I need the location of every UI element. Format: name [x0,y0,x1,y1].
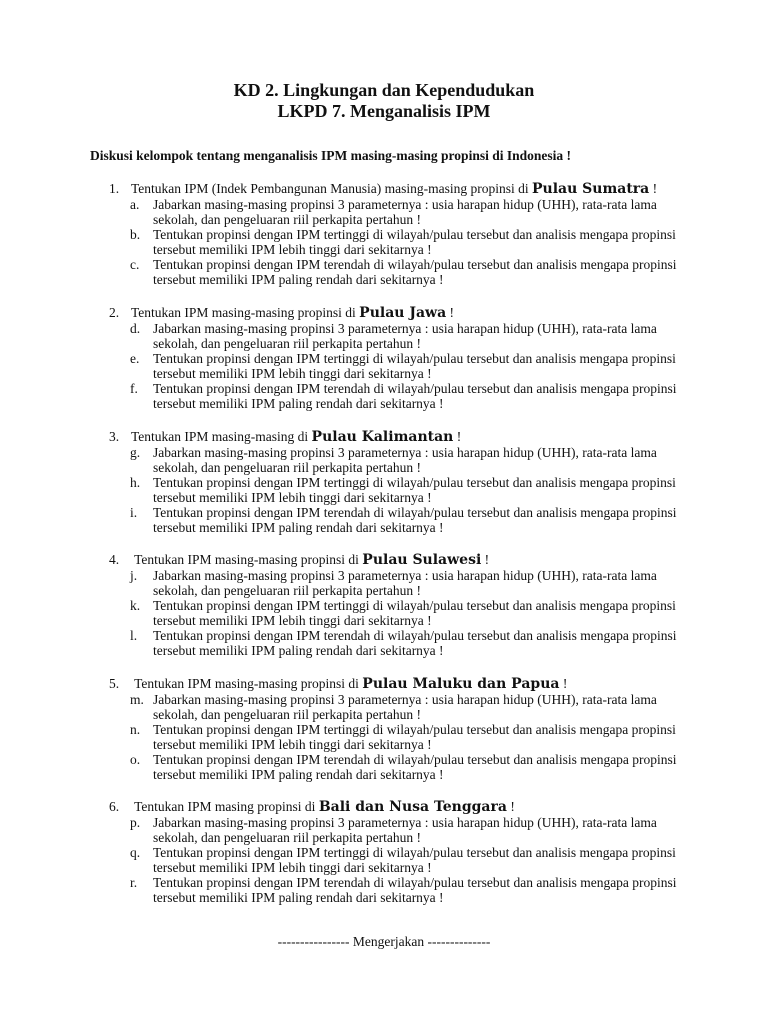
sub-question-letter: q. [130,845,141,860]
sub-question-text: Tentukan propinsi dengan IPM terendah di wilayah/pulau tersebut dan analisis mengapa propinsi tersebut memiliki IPM paling rendah dari sekitarnya ! [153,257,677,287]
sub-question [130,815,690,845]
sub-question [130,197,690,227]
sub-question-text: Tentukan propinsi dengan IPM terendah di wilayah/pulau tersebut dan analisis mengapa propinsi tersebut memiliki IPM paling rendah dari sekitarnya ! [153,381,677,411]
sub-question-letter: j. [130,568,138,583]
sub-question-text: Tentukan propinsi dengan IPM tertinggi di wilayah/pulau tersebut dan analisis mengapa propinsi tersebut memiliki IPM lebih tinggi dari sekitarnya ! [153,475,676,505]
sub-question [130,875,690,905]
question-2 [109,304,454,322]
sub-question-text: Tentukan propinsi dengan IPM terendah di wilayah/pulau tersebut dan analisis mengapa propinsi tersebut memiliki IPM paling rendah dari sekitarnya ! [153,752,677,782]
intro-instruction: Diskusi kelompok tentang menganalisis IPM masing-masing propinsi di Indonesia ! [90,148,571,163]
question-3 [109,428,461,446]
question-suffix: ! [481,552,490,567]
sub-question-letter: d. [130,321,141,336]
question-region: Pulau Sulawesi [362,552,482,568]
sub-question-letter: i. [130,505,138,520]
sub-question-text: Tentukan propinsi dengan IPM terendah di wilayah/pulau tersebut dan analisis mengapa propinsi tersebut memiliki IPM paling rendah dari sekitarnya ! [153,505,677,535]
sub-question-letter: l. [130,628,138,643]
question-suffix: ! [446,305,455,320]
question-5 [109,675,567,693]
question-suffix: ! [559,676,568,691]
question-region: Pulau Kalimantan [311,429,454,445]
sub-question [130,598,690,628]
sub-question-letter: g. [130,445,141,460]
question-number: 4. [109,552,120,567]
sub-question-letter: f. [130,381,138,396]
sub-question-text: Jabarkan masing-masing propinsi 3 parameternya : usia harapan hidup (UHH), rata-rata lama sekolah, dan pengeluaran riil perkapita pertahun ! [153,321,657,351]
sub-question-text: Jabarkan masing-masing propinsi 3 parameternya : usia harapan hidup (UHH), rata-rata lama sekolah, dan pengeluaran riil perkapita pertahun ! [153,445,657,475]
sub-question [130,568,690,598]
sub-question [130,321,690,351]
question-6 [109,798,515,816]
sub-question [130,475,690,505]
question-4 [109,551,489,569]
question-prefix: Tentukan IPM masing-masing propinsi di [131,552,363,567]
question-1 [109,180,657,198]
sub-question [130,445,690,475]
sub-question-text: Tentukan propinsi dengan IPM tertinggi di wilayah/pulau tersebut dan analisis mengapa propinsi tersebut memiliki IPM lebih tinggi dari sekitarnya ! [153,722,676,752]
sub-question-letter: p. [130,815,141,830]
sub-question-letter: k. [130,598,141,613]
sub-question [130,257,690,287]
document-title-line1: KD 2. Lingkungan dan Kependudukan [233,80,535,100]
sub-question-text: Jabarkan masing-masing propinsi 3 parameternya : usia harapan hidup (UHH), rata-rata lama sekolah, dan pengeluaran riil perkapita pertahun ! [153,815,657,845]
question-number: 5. [109,676,120,691]
sub-question-text: Tentukan propinsi dengan IPM terendah di wilayah/pulau tersebut dan analisis mengapa propinsi tersebut memiliki IPM paling rendah dari sekitarnya ! [153,875,677,905]
sub-question [130,722,690,752]
sub-question-letter: m. [130,692,144,707]
sub-question-text: Jabarkan masing-masing propinsi 3 parameternya : usia harapan hidup (UHH), rata-rata lama sekolah, dan pengeluaran riil perkapita pertahun ! [153,692,657,722]
question-prefix: Tentukan IPM masing propinsi di [131,799,319,814]
sub-question-letter: b. [130,227,141,242]
sub-question-letter: o. [130,752,141,767]
question-number: 3. [109,429,120,444]
question-region: Bali dan Nusa Tenggara [318,799,507,815]
document-title-line2: LKPD 7. Menganalisis IPM [277,101,491,121]
sub-question-text: Tentukan propinsi dengan IPM tertinggi di wilayah/pulau tersebut dan analisis mengapa propinsi tersebut memiliki IPM lebih tinggi dari sekitarnya ! [153,351,676,381]
sub-question [130,752,690,782]
question-number: 1. [109,181,120,196]
question-number: 6. [109,799,120,814]
sub-question [130,505,690,535]
question-suffix: ! [649,181,658,196]
sub-question-letter: h. [130,475,141,490]
question-prefix: Tentukan IPM masing-masing propinsi di [131,305,360,320]
sub-question-text: Tentukan propinsi dengan IPM tertinggi di wilayah/pulau tersebut dan analisis mengapa propinsi tersebut memiliki IPM lebih tinggi dari sekitarnya ! [153,845,676,875]
question-prefix: Tentukan IPM masing-masing propinsi di [131,676,363,691]
question-region: Pulau Maluku dan Papua [362,676,560,692]
question-suffix: ! [453,429,462,444]
sub-question-letter: r. [130,875,138,890]
sub-question-letter: n. [130,722,141,737]
question-number: 2. [109,305,120,320]
question-suffix: ! [506,799,515,814]
sub-question [130,381,690,411]
sub-question-text: Tentukan propinsi dengan IPM tertinggi di wilayah/pulau tersebut dan analisis mengapa propinsi tersebut memiliki IPM lebih tinggi dari sekitarnya ! [153,598,676,628]
sub-question-text: Tentukan propinsi dengan IPM tertinggi di wilayah/pulau tersebut dan analisis mengapa propinsi tersebut memiliki IPM lebih tinggi dari sekitarnya ! [153,227,676,257]
question-prefix: Tentukan IPM (Indek Pembangunan Manusia) masing-masing propinsi di [131,181,532,196]
sub-question-letter: a. [130,197,140,212]
question-prefix: Tentukan IPM masing-masing di [131,429,312,444]
question-region: Pulau Sumatra [532,181,650,197]
sub-question-text: Tentukan propinsi dengan IPM terendah di wilayah/pulau tersebut dan analisis mengapa propinsi tersebut memiliki IPM paling rendah dari sekitarnya ! [153,628,677,658]
sub-question [130,351,690,381]
footer-divider: ---------------- Mengerjakan -------------- [277,934,491,949]
sub-question-text: Jabarkan masing-masing propinsi 3 parameternya : usia harapan hidup (UHH), rata-rata lama sekolah, dan pengeluaran riil perkapita pertahun ! [153,197,657,227]
sub-question [130,845,690,875]
sub-question-text: Jabarkan masing-masing propinsi 3 parameternya : usia harapan hidup (UHH), rata-rata lama sekolah, dan pengeluaran riil perkapita pertahun ! [153,568,657,598]
sub-question [130,692,690,722]
sub-question-letter: c. [130,257,140,272]
sub-question-letter: e. [130,351,140,366]
question-region: Pulau Jawa [359,305,447,321]
sub-question [130,227,690,257]
sub-question [130,628,690,658]
